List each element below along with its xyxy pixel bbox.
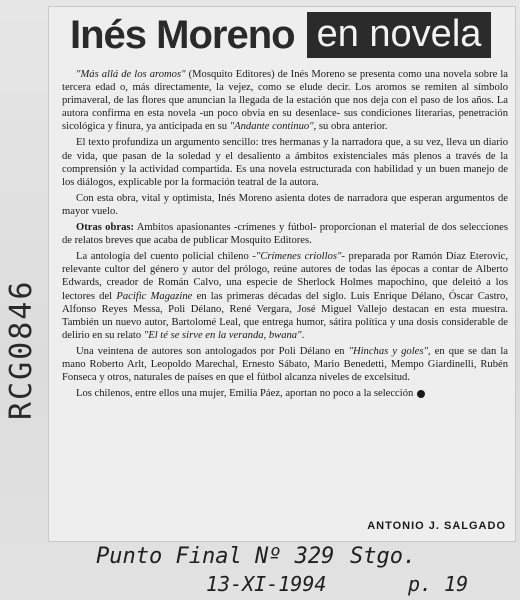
other-works-label: Otras obras: xyxy=(76,222,135,234)
handwritten-page: p. 19 xyxy=(408,572,469,596)
previous-work-title: "Andante continuo" xyxy=(229,121,314,133)
handwritten-date: 13-XI-1994 xyxy=(206,572,327,596)
paragraph-2: El texto profundiza un argumento sencillo: tres hermanas y la narradora que, a su vez, lleva un diario de vida, que pasan de la soledad y el desaliento a ámbitos existenciales más plenos a través de la comprensión y la actividad compartida. Es una novela estructurada con habilidad y un buen manejo de los diálogos, explicable por la formación teatral de la autora. xyxy=(62,137,508,188)
paragraph-6: Una veintena de autores son antologados por Poli Délano en "Hinchas y goles", en que se dan la mano Roberto Arlt, Leopoldo Marechal, Ernesto Sábato, Mario Benedetti, Mempo Giardinelli, Rubén Fonseca y otros, naturales de países en que el fútbol alcanza niveles de excelsitud. xyxy=(62,345,508,384)
handwritten-city: Stgo. xyxy=(350,544,417,569)
archive-code: RCG0846 xyxy=(4,279,39,420)
magazine-title: Pacific Magazine xyxy=(116,290,193,302)
handwritten-source: Punto Final Nº 329 xyxy=(96,544,335,569)
headline xyxy=(70,10,510,60)
paragraph-5: La antología del cuento policial chileno -"Crímenes criollos"- preparada por Ramón Díaz Eterovic, relevante cultor del género y autor del prólogo, reúne autores de todas las épocas a contar de Alberto Edwards, creador de Román Calvo, una especie de Sherlock Holmes mapochino, que deleitó a los lectores del Pacific Magazine en las primeras décadas del siglo. Luis Enrique Délano, Óscar Castro, Alfonso Reyes Messa, Poli Délano, René Vergara, José Miguel Vallejo destacan en esta muestra. También un nuevo autor, Bartolomé Leal, que entrega humor, sátira política y una dosis considerable de delirio en su relato "El té se sirve en la veranda, bwana". xyxy=(62,251,508,341)
article-body xyxy=(62,68,508,403)
paragraph-7: Los chilenos, entre ellos una mujer, Emilia Páez, aportan no poco a la selección xyxy=(62,387,508,400)
author-signature: ANTONIO J. SALGADO xyxy=(367,520,506,532)
story-title: "El té se sirve en la veranda, bwana" xyxy=(143,329,302,341)
anthology-title: "Crímenes criollos" xyxy=(255,251,342,263)
paragraph-1: "Más allá de los aromos" (Mosquito Editores) de Inés Moreno se presenta como una novela sobre la tercera edad o, más directamente, la vejez, como se elude decir. Los aromos se remiten al símbolo primaveral, de las flores que anuncian la llegada de la estación que nos deja con el paso de los años. La autora confirma en esta novela -un poco obvia en su desenlace- sus condiciones literarias, penetración sicológica y finura, ya anticipada en su "Andante continuo", su obra anterior. xyxy=(62,69,508,133)
headline-name: Inés Moreno xyxy=(70,12,295,57)
end-bullet-icon xyxy=(417,390,425,398)
football-anthology-title: "Hinchas y goles" xyxy=(348,345,428,357)
headline-highlight: en novela xyxy=(307,12,492,58)
paragraph-3: Con esta obra, vital y optimista, Inés Moreno asienta dotes de narradora que esperan argumentos de mayor vuelo. xyxy=(62,192,508,217)
newspaper-clipping xyxy=(48,6,516,542)
book-title: "Más allá de los aromos" xyxy=(76,69,186,80)
paragraph-4: Otras obras: Ambitos apasionantes -crímenes y fútbol- proporcionan el material de dos selecciones de relatos breves que acaba de publicar Mosquito Editores. xyxy=(62,222,508,247)
